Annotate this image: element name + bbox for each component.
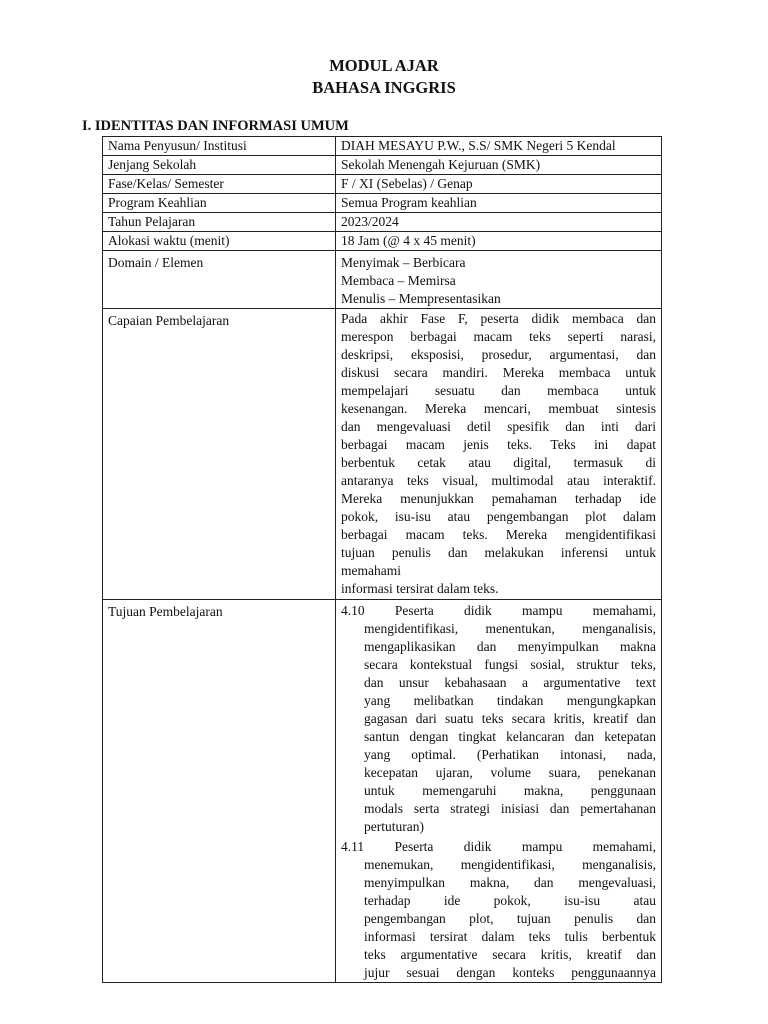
objective-line: dan unsur kebahasaan a argumentative text xyxy=(364,675,656,690)
table-row-capaian xyxy=(103,309,662,600)
table-row xyxy=(103,194,662,213)
capaian-line: Pada akhir Fase F, peserta didik membaca dan xyxy=(341,311,656,326)
objective-line: secara kontekstual fungsi sosial, struktur teks, xyxy=(364,657,656,672)
row-label: Domain / Elemen xyxy=(103,251,336,309)
objective-line: yang optimal. (Perhatikan intonasi, nada, xyxy=(364,747,656,762)
capaian-line: pokok, isu-isu atau pengembangan plot dalam xyxy=(341,509,656,524)
capaian-line: berbagai macam teks. Mereka mengidentifikasi xyxy=(341,527,656,542)
capaian-line: dan mengevaluasi detil spesifik dan inti dari xyxy=(341,419,656,434)
row-value: F / XI (Sebelas) / Genap xyxy=(336,175,662,194)
objective-line: yang melibatkan tindakan mengungkapkan xyxy=(364,693,656,708)
domain-line: Menyimak – Berbicara xyxy=(341,255,466,270)
capaian-line: diskusi secara mandiri. Mereka membaca untuk xyxy=(341,365,656,380)
capaian-line: kesenangan. Mereka mencari, membuat sintesis xyxy=(341,401,656,416)
objective-line: kecepatan ujaran, volume suara, penekanan xyxy=(364,765,656,780)
table-row xyxy=(103,213,662,232)
domain-line: Membaca – Memirsa xyxy=(341,273,456,288)
tujuan-text xyxy=(336,600,662,983)
objective-line: menemukan, mengidentifikasi, menganalisis, xyxy=(364,857,656,872)
objective-4-10: 4.10 Peserta didik mampu memahami, xyxy=(341,603,656,618)
row-label: Alokasi waktu (menit) xyxy=(103,232,336,251)
row-value: 18 Jam (@ 4 x 45 menit) xyxy=(336,232,662,251)
row-label: Tujuan Pembelajaran xyxy=(103,600,336,983)
objective-line: pertuturan) xyxy=(364,819,424,834)
objective-line: informasi tersirat dalam teks tulis berbentuk xyxy=(364,929,656,944)
objective-line: terhadap ide pokok, isu-isu atau xyxy=(364,893,656,908)
row-label: Tahun Pelajaran xyxy=(103,213,336,232)
objective-line: teks argumentative secara kritis, kreatif dan xyxy=(364,947,656,962)
table-row xyxy=(103,137,662,156)
row-value: Sekolah Menengah Kejuruan (SMK) xyxy=(336,156,662,175)
objective-line: jujur sesuai dengan konteks penggunaannya xyxy=(364,965,656,980)
capaian-line: Mereka menunjukkan pemahaman terhadap ide xyxy=(341,491,656,506)
capaian-line: antaranya teks visual, multimodal atau interaktif. xyxy=(341,473,656,488)
capaian-line: merespon berbagai macam teks seperti narasi, xyxy=(341,329,656,344)
row-label: Nama Penyusun/ Institusi xyxy=(103,137,336,156)
objective-line: santun dengan tingkat kelancaran dan ketepatan xyxy=(364,729,656,744)
row-value: 2023/2024 xyxy=(336,213,662,232)
row-label: Program Keahlian xyxy=(103,194,336,213)
objective-4-11: 4.11 Peserta didik mampu memahami, xyxy=(341,839,656,854)
table-row-domain xyxy=(103,251,662,309)
row-value: Semua Program keahlian xyxy=(336,194,662,213)
objective-line: mengaplikasikan dan menyimpulkan makna xyxy=(364,639,656,654)
capaian-text xyxy=(336,309,662,600)
table-row-tujuan xyxy=(103,600,662,983)
section-heading: I. IDENTITAS DAN INFORMASI UMUM xyxy=(82,118,349,134)
table-row xyxy=(103,175,662,194)
table-row xyxy=(103,156,662,175)
capaian-line: berbentuk cetak atau digital, termasuk di xyxy=(341,455,656,470)
row-value-domain xyxy=(336,251,662,309)
capaian-line: tujuan penulis dan melakukan inferensi untuk xyxy=(341,545,656,560)
objective-line: mengidentifikasi, menentukan, menganalisis, xyxy=(364,621,656,636)
objective-line: modals serta strategi inisiasi dan pemertahanan xyxy=(364,801,656,816)
domain-line: Menulis – Mempresentasikan xyxy=(341,291,501,306)
capaian-line: mempelajari sesuatu dan membaca untuk xyxy=(341,383,656,398)
objective-line: pengembangan plot, tujuan penulis dan xyxy=(364,911,656,926)
capaian-line: berbagai macam jenis teks. Teks ini dapat xyxy=(341,437,656,452)
document-title: MODUL AJAR xyxy=(329,56,439,75)
row-label: Jenjang Sekolah xyxy=(103,156,336,175)
document-subtitle: BAHASA INGGRIS xyxy=(312,78,456,97)
capaian-line: deskripsi, eksposisi, prosedur, argumentasi, dan xyxy=(341,347,656,362)
identity-table xyxy=(102,136,662,983)
row-label: Fase/Kelas/ Semester xyxy=(103,175,336,194)
objective-line: menyimpulkan makna, dan mengevaluasi, xyxy=(364,875,656,890)
objective-line: gagasan dari suatu teks secara kritis, kreatif dan xyxy=(364,711,656,726)
capaian-line: informasi tersirat dalam teks. xyxy=(341,581,499,596)
table-row xyxy=(103,232,662,251)
row-value: DIAH MESAYU P.W., S.S/ SMK Negeri 5 Kendal xyxy=(336,137,662,156)
objective-line: untuk memengaruhi makna, penggunaan xyxy=(364,783,656,798)
capaian-line: memahami xyxy=(341,563,401,578)
row-label: Capaian Pembelajaran xyxy=(103,309,336,600)
